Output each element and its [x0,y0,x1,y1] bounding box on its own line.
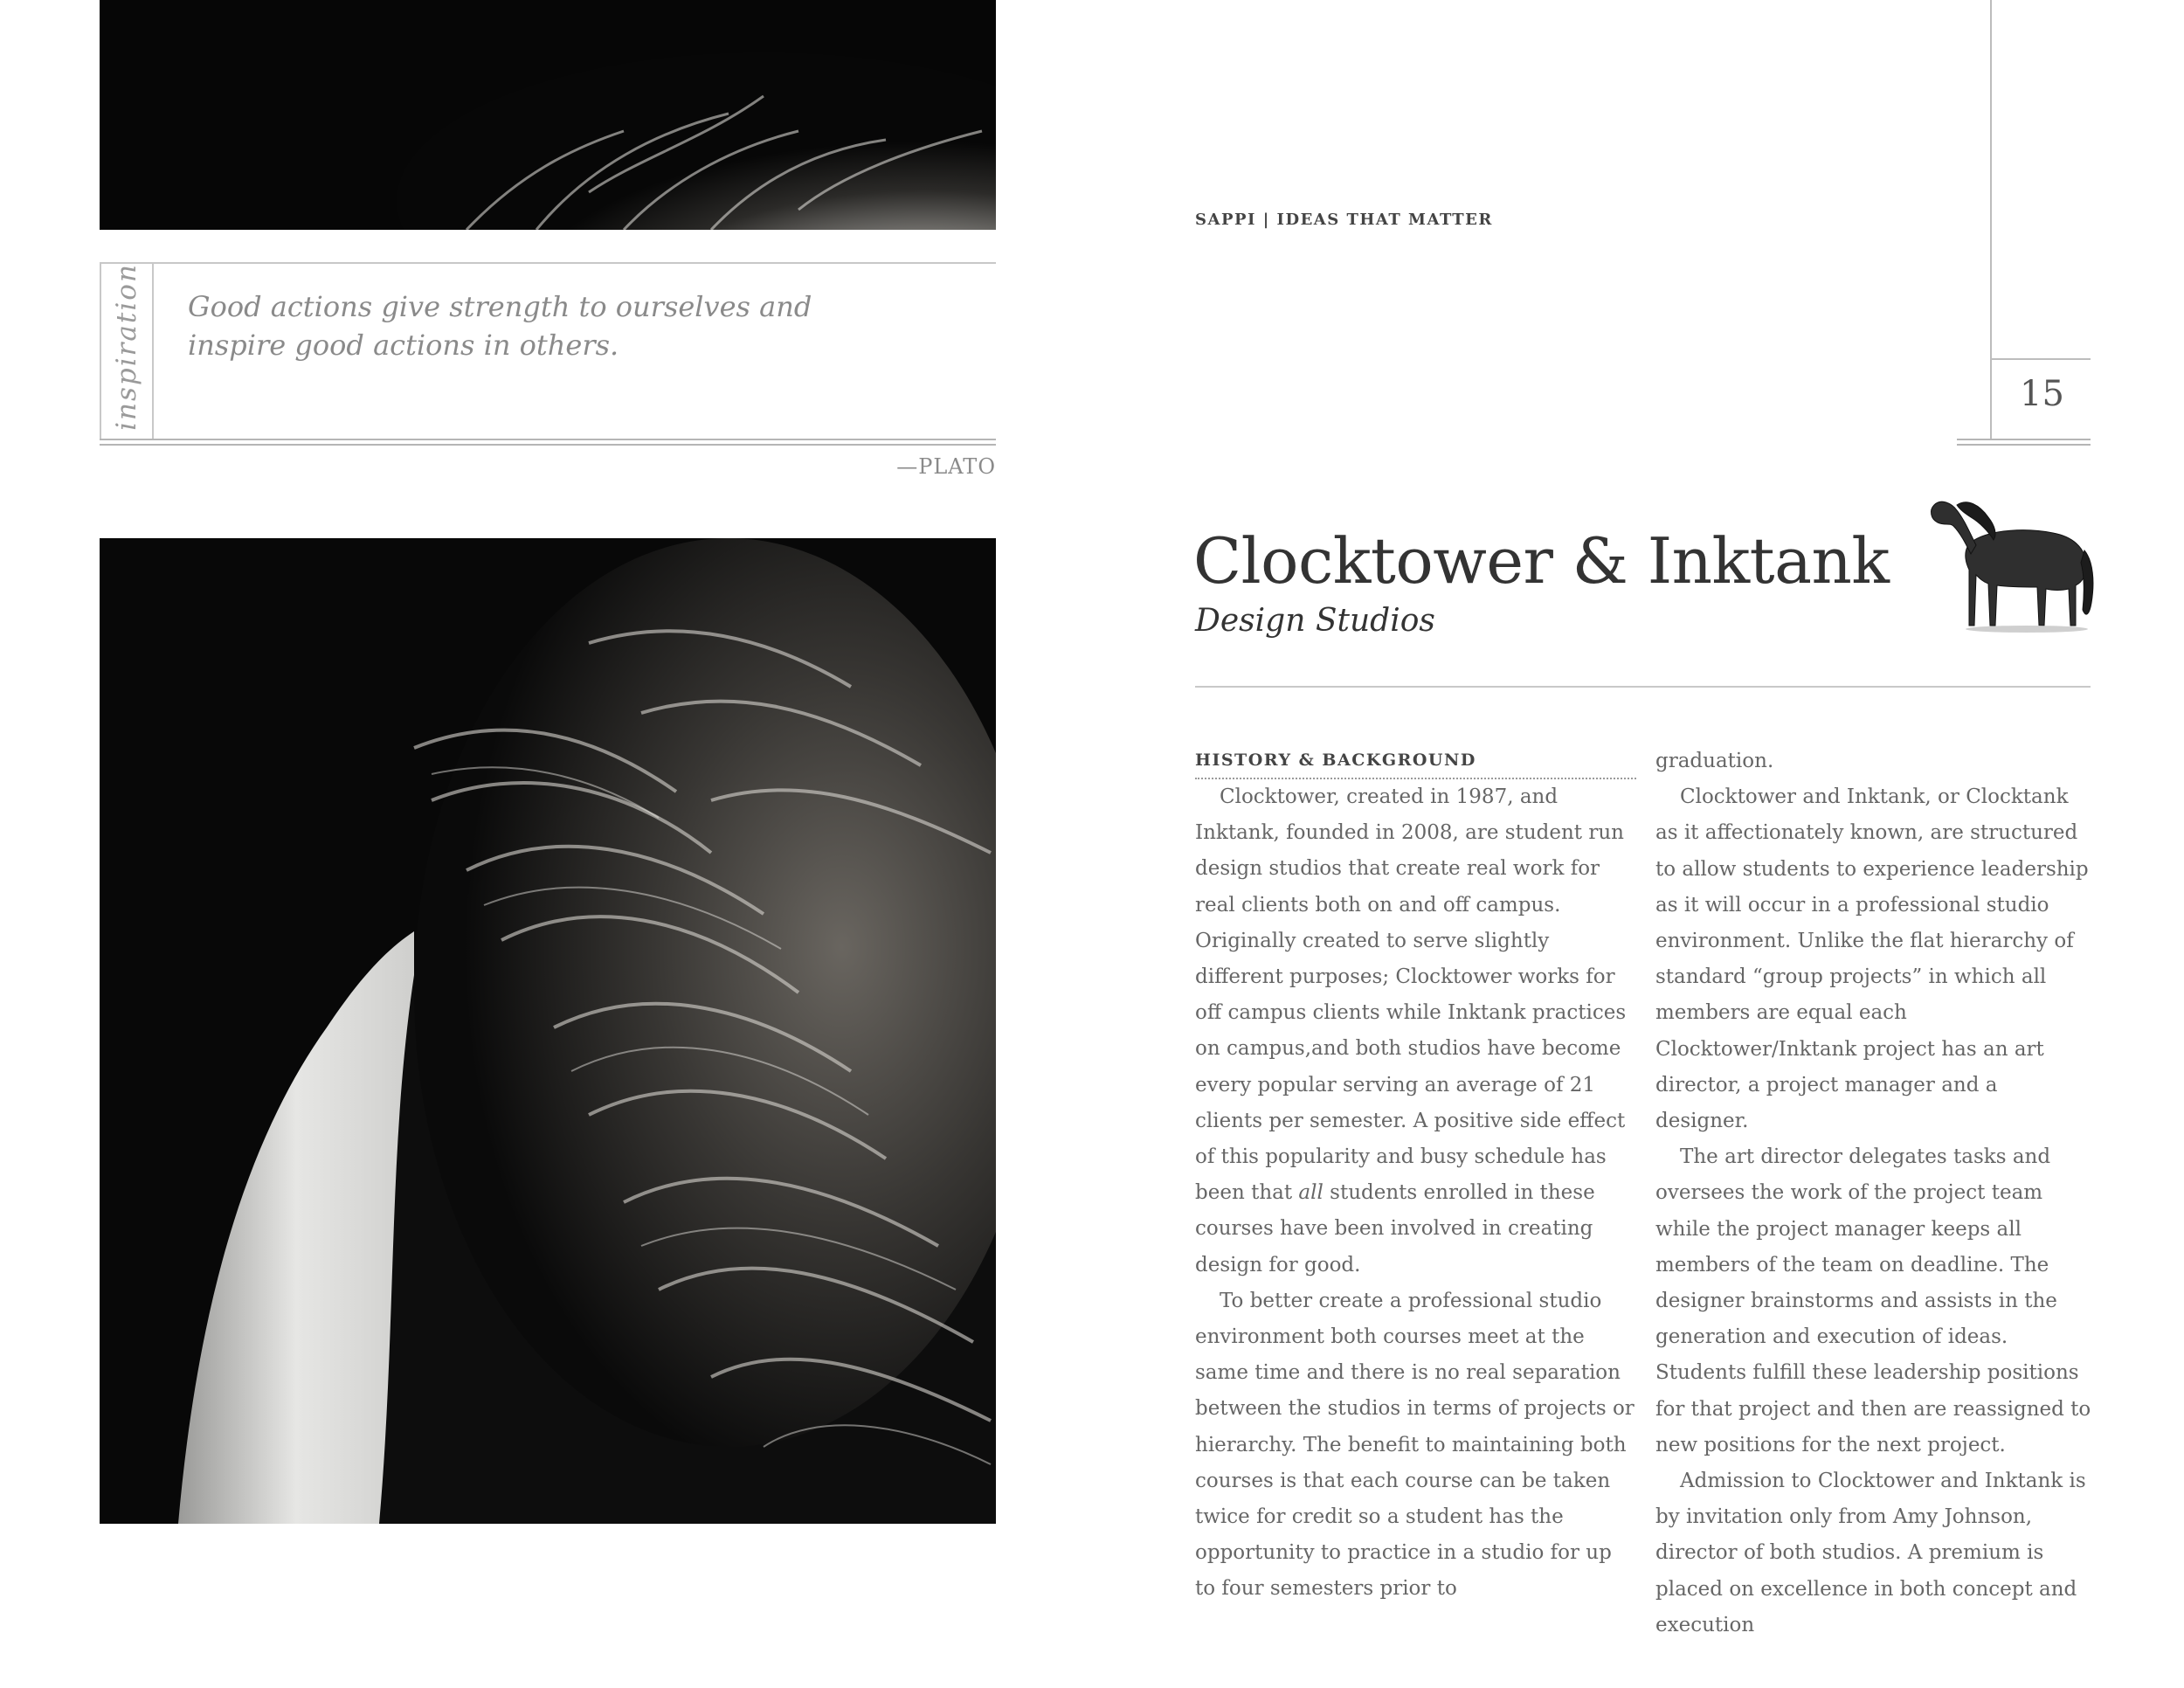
page-number-frame [1990,0,1992,439]
paragraph: graduation. [1655,750,1774,772]
article-column-2 [1655,744,2097,1643]
quote-attribution: —PLATO [896,454,996,479]
quote-rule-upper [100,439,996,440]
article-column-1 [1195,744,1636,1608]
page-number-rule-upper [1957,439,2091,440]
article-subtitle: Design Studios [1195,603,1435,639]
quote-box [100,262,996,439]
quote-tag: inspiration [111,263,142,431]
page-number-top-rule [1990,358,2091,360]
horse-illustration [1922,479,2097,634]
paragraph [1195,779,1636,1283]
running-head: SAPPI | IDEAS THAT MATTER [1195,211,1493,229]
emphasis-text: all [1298,1181,1324,1205]
paragraph: To better create a professional studio environment both courses meet at the same time and there is no real separation between the studios in terms of projects or hierarchy. The benefit to maintaining both courses is that each course can be taken twice for credit so a student has the opportunity to practice in a studio for up to four semesters prior to [1195,1289,1635,1601]
quote-side-divider [152,264,154,439]
page-number-rule-lower [1957,444,2091,446]
paragraph: Clocktower and Inktank, or Clocktank as it affectionately known, are structured to allow students to experience leadership as it will occur in a professional studio environment. Unlike the flat hierarchy of standard “group projects” in which all members are equal each Clocktower/Inktank project has an art director, a project manager and a designer. [1655,785,2089,1133]
braid-photo [100,538,996,1524]
paragraph-text: students enrolled in these courses have been involved in creating design for good. [1195,1181,1595,1276]
section-heading: HISTORY & BACKGROUND [1195,744,1636,779]
paragraph: The art director delegates tasks and oversees the work of the project team while the project manager keeps all members of the team on deadline. The designer brainstorms and assists in the generation and execution of ideas. Students fulfill these leadership positions for that project and then are reassigned to new positions for the next project. [1655,1145,2091,1456]
quote-rule-lower [100,444,996,446]
title-rule [1195,686,2091,688]
quote-text: Good actions give strength to ourselves and inspire good actions in others. [188,290,812,362]
article-title: Clocktower & Inktank [1193,524,1890,598]
page-number: 15 [2020,374,2064,414]
paragraph: Admission to Clocktower and Inktank is by invitation only from Amy Johnson, director of both studios. A premium is placed on excellence in both concept and execution [1655,1470,2086,1636]
top-photo-braid [100,0,996,230]
paragraph-text: Clocktower, created in 1987, and Inktank, founded in 2008, are student run design studios that create real work for real clients both on and off campus. Originally created to serve slightly different purposes; Clocktower works for off campus clients while Inktank practices on campus,and both studios have become every popular serving an average of 21 clients per semester. A positive side effect of this popularity and busy schedule has been that [1195,785,1627,1205]
